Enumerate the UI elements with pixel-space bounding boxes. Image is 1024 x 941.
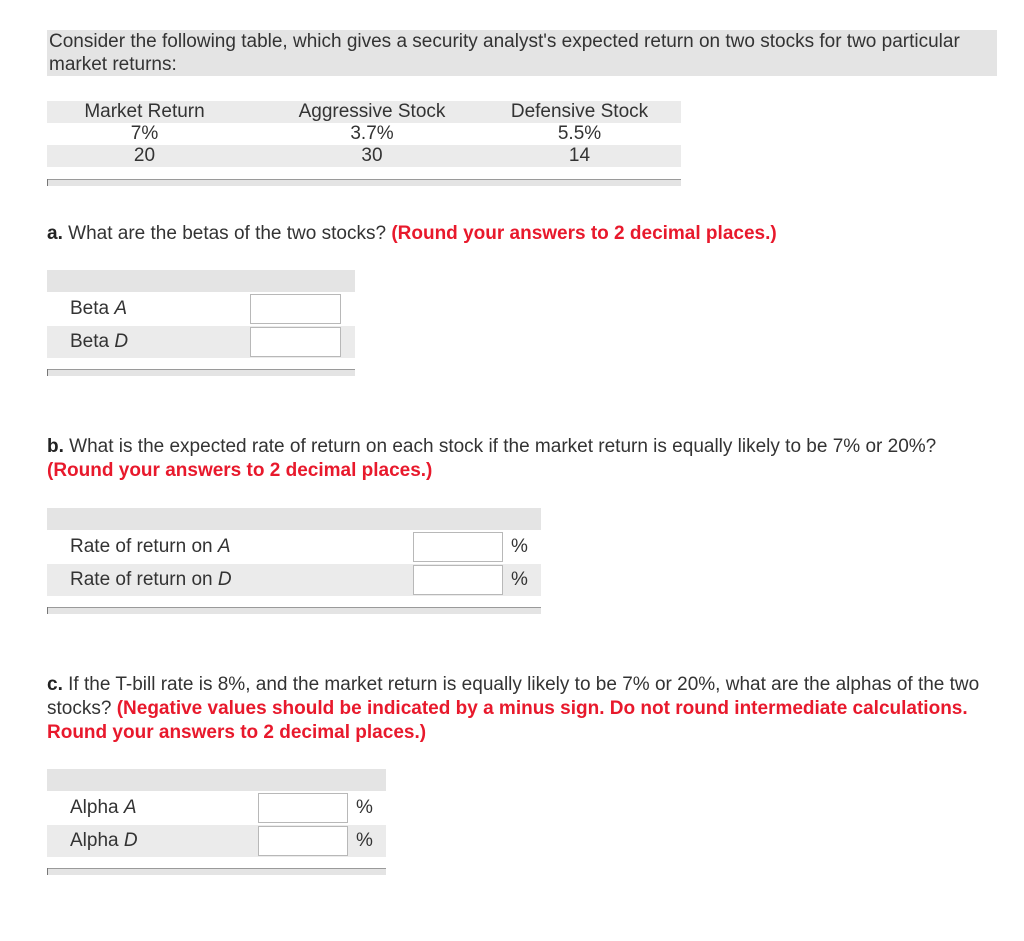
alpha-a-percent-unit: % — [356, 797, 373, 818]
cell-defensive-stock: 14 — [568, 145, 591, 166]
answer-table-a-header — [47, 270, 355, 292]
beta-a-input[interactable] — [250, 294, 341, 324]
return-a-percent-unit: % — [511, 536, 528, 557]
beta-d-input[interactable] — [250, 327, 341, 357]
alpha-d-input[interactable] — [258, 826, 348, 856]
answer-row-return-d — [47, 564, 541, 596]
return-a-label: Rate of return on A — [70, 536, 231, 557]
answer-row-alpha-a — [47, 792, 386, 824]
cell-market-return: 20 — [133, 145, 156, 166]
alpha-d-percent-unit: % — [356, 830, 373, 851]
question-a — [47, 222, 1007, 246]
alpha-a-input[interactable] — [258, 793, 348, 823]
question-a-letter: a. — [47, 223, 63, 244]
question-b-instruction: (Round your answers to 2 decimal places.) — [47, 460, 433, 481]
answer-table-b-header — [47, 508, 541, 530]
alpha-a-label: Alpha A — [70, 797, 137, 818]
cell-aggressive-stock: 3.7% — [350, 123, 394, 144]
question-b — [47, 435, 1007, 483]
question-b-text: What is the expected rate of return on each stock if the market return is equally likely to be 7% or 20%? — [69, 436, 937, 457]
answer-row-beta-d — [47, 326, 355, 358]
answer-table-b-footer — [47, 607, 541, 614]
alpha-d-label: Alpha D — [70, 830, 138, 851]
return-d-input[interactable] — [413, 565, 503, 595]
header-market-return: Market Return — [84, 101, 205, 122]
return-d-percent-unit: % — [511, 569, 528, 590]
cell-defensive-stock: 5.5% — [557, 123, 602, 144]
return-d-label: Rate of return on D — [70, 569, 232, 590]
answer-row-beta-a — [47, 293, 355, 325]
question-a-text: What are the betas of the two stocks? — [68, 223, 387, 244]
beta-d-label: Beta D — [70, 331, 129, 352]
question-c-text: If the T-bill rate is 8%, and the market return is equally likely to be 7% or 20%, what are the alphas of the two stocks? — [47, 674, 980, 719]
question-c-letter: c. — [47, 674, 63, 695]
answer-table-c-footer — [47, 868, 386, 875]
header-aggressive-stock: Aggressive Stock — [298, 101, 446, 122]
question-b-letter: b. — [47, 436, 64, 457]
header-defensive-stock: Defensive Stock — [510, 101, 649, 122]
answer-row-return-a — [47, 531, 541, 563]
question-a-instruction: (Round your answers to 2 decimal places.) — [391, 223, 777, 244]
question-c-instruction: (Negative values should be indicated by a minus sign. Do not round intermediate calculations. Round your answers to 2 decimal places.) — [47, 698, 968, 743]
table-header-row — [47, 101, 681, 123]
market-return-table — [47, 101, 681, 167]
answer-row-alpha-d — [47, 825, 386, 857]
intro-text: Consider the following table, which gives a security analyst's expected return on two stocks for two particular market returns: — [47, 30, 997, 76]
beta-a-label: Beta A — [70, 298, 128, 319]
table-row — [47, 145, 681, 167]
answer-table-c-header — [47, 769, 386, 791]
cell-aggressive-stock: 30 — [361, 145, 383, 166]
answer-table-a-footer — [47, 369, 355, 376]
cell-market-return: 7% — [130, 123, 159, 144]
table-footer-bar — [47, 179, 681, 186]
question-c — [47, 673, 1017, 745]
return-a-input[interactable] — [413, 532, 503, 562]
table-row — [47, 123, 681, 145]
